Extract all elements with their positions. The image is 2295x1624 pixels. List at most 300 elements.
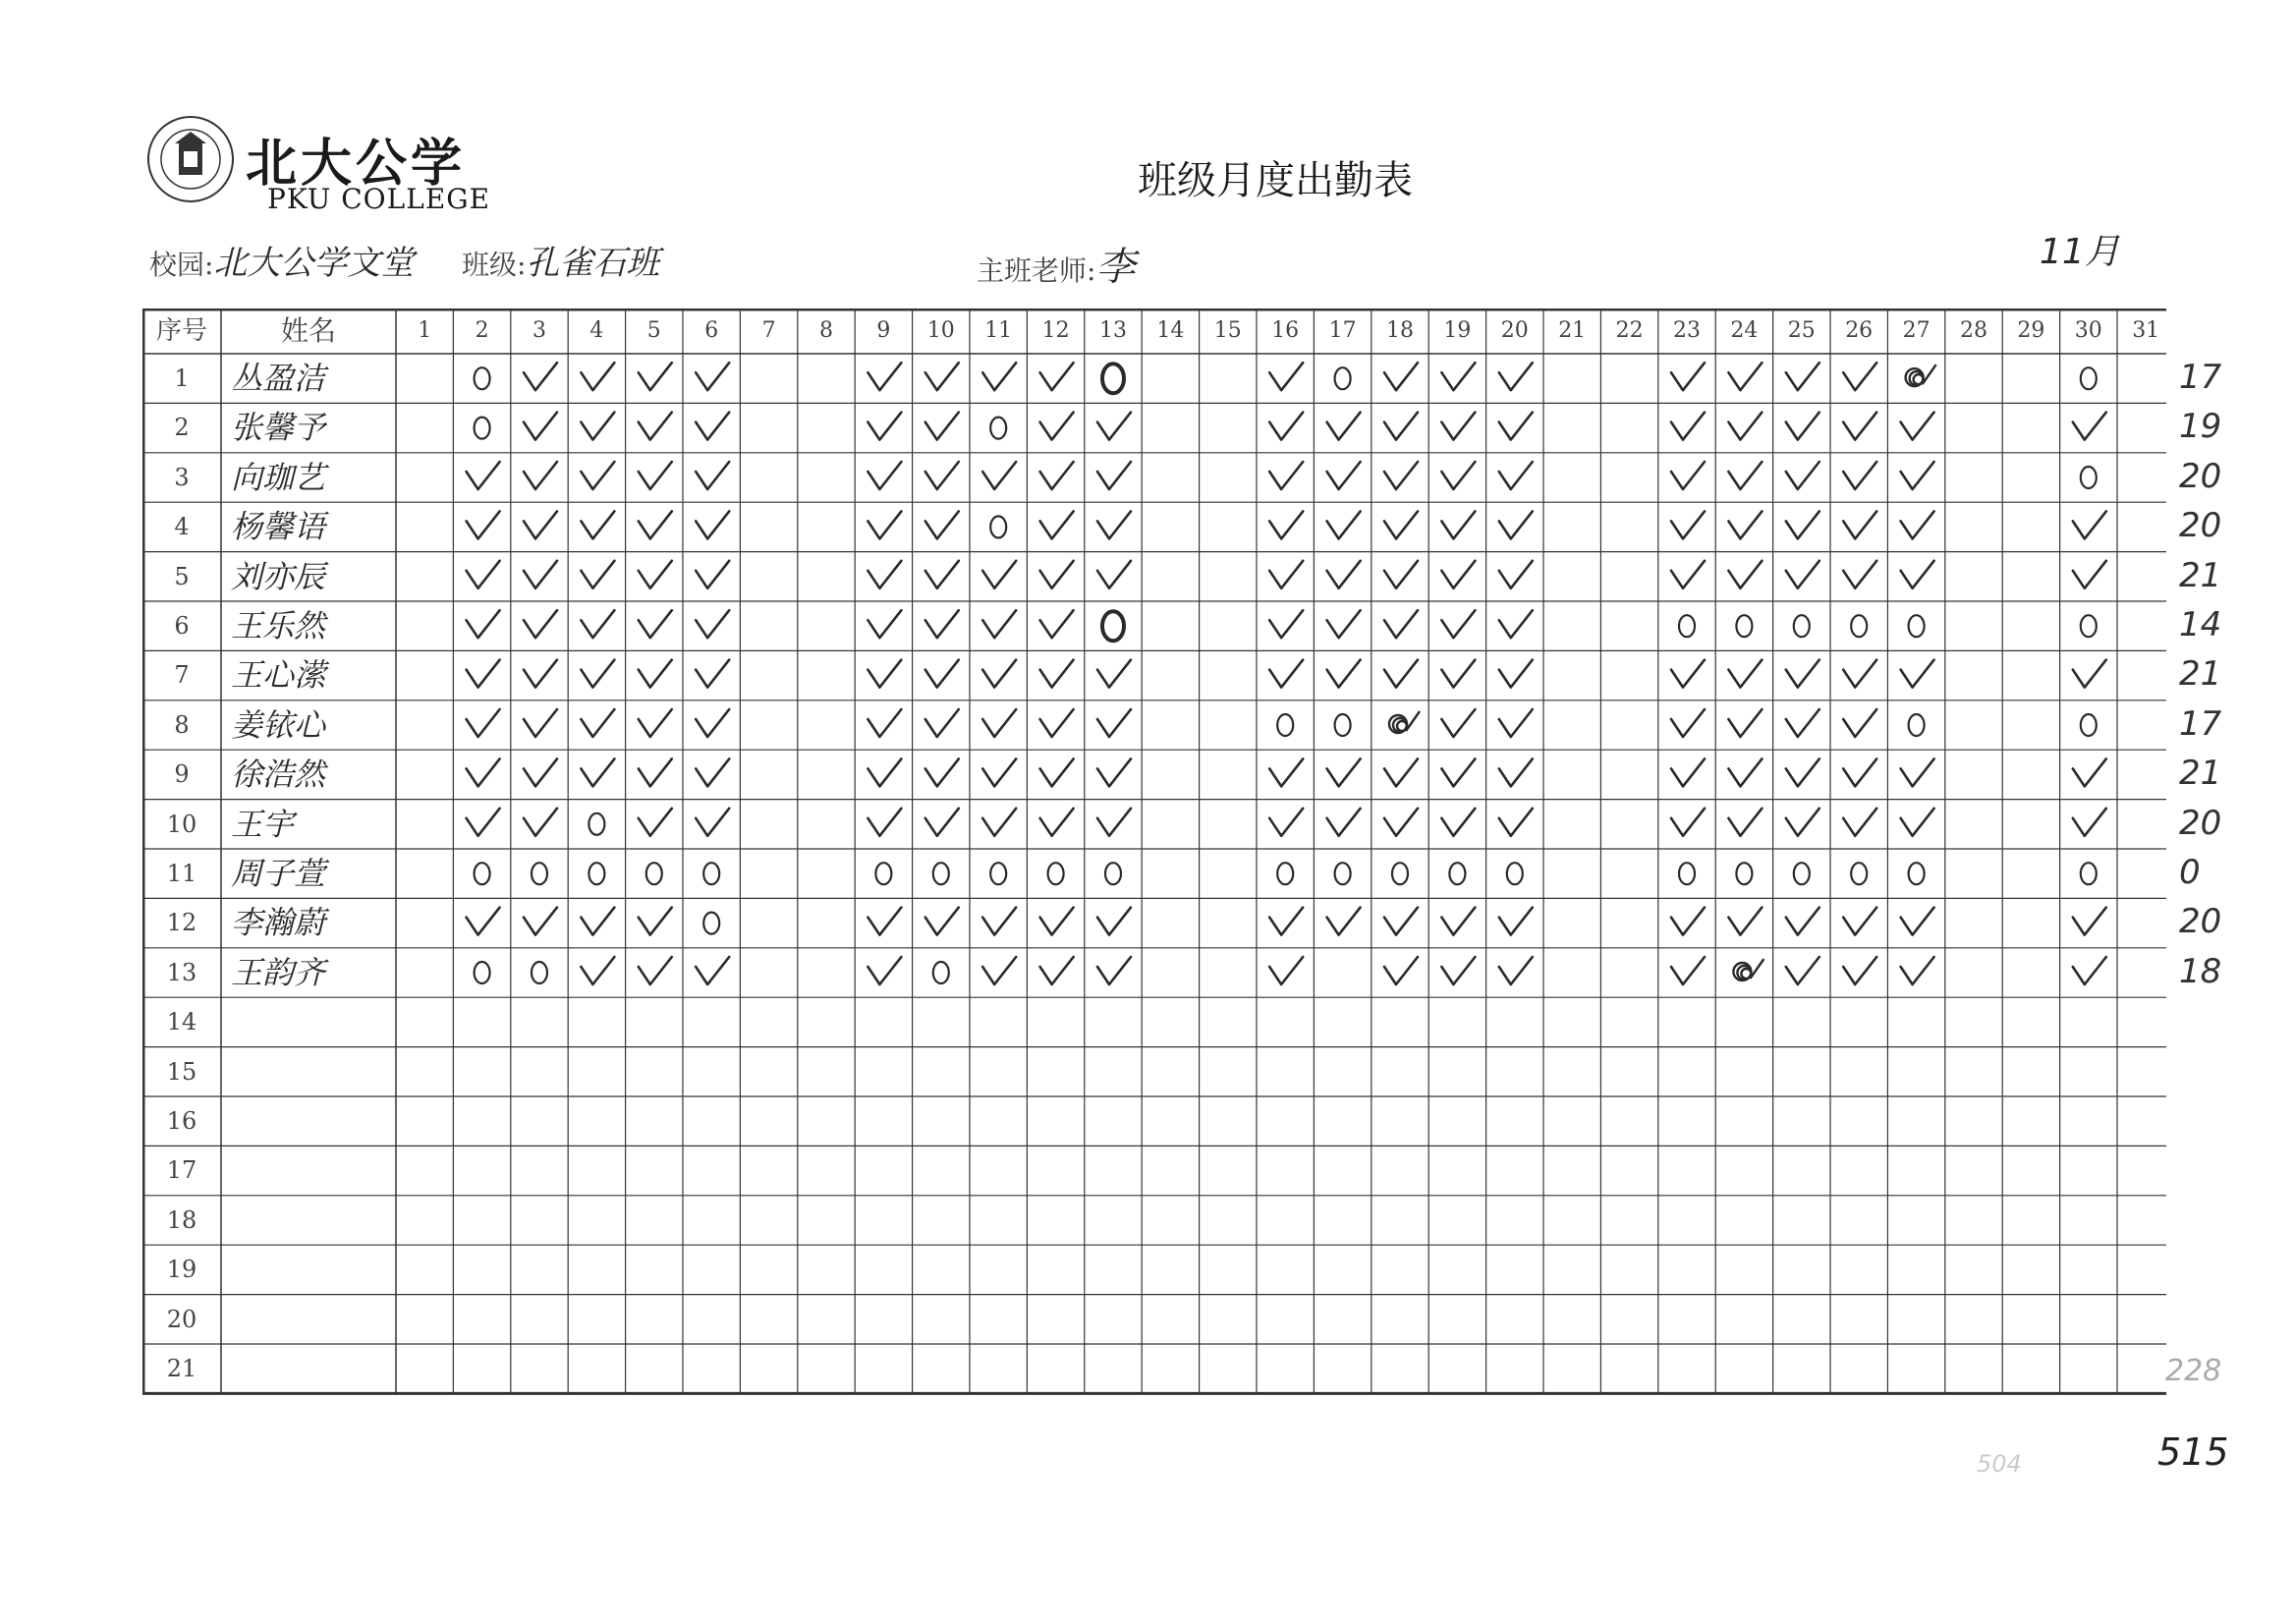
absent-circle-mark [990,418,1006,439]
present-check-mark [581,908,614,935]
header-day-18: 18 [1385,318,1414,343]
header-day-9: 9 [876,318,891,343]
absent-circle-mark [1277,714,1293,736]
present-check-mark [925,758,959,786]
present-check-mark [925,908,959,935]
row-number-1: 1 [174,364,190,392]
campus-field [149,236,414,284]
present-check-mark [1441,462,1475,489]
row-number-12: 12 [166,909,197,937]
absent-circle-mark [703,863,719,884]
present-check-mark [1728,709,1762,737]
present-check-mark [925,511,959,538]
present-check-mark [1843,908,1876,935]
present-check-mark [1384,511,1418,538]
present-check-mark [925,413,959,440]
absent-circle-mark [532,863,547,884]
present-check-mark [1499,709,1533,737]
student-total: 21 [2179,754,2222,794]
present-check-mark [1384,908,1418,935]
present-check-mark [524,660,557,688]
brand-name-cn: 北大公学 [246,134,467,194]
student-total: 20 [2179,456,2222,496]
header-day-13: 13 [1098,318,1127,343]
student-name: 杨馨语 [231,508,326,546]
present-check-mark [1786,709,1819,737]
present-check-mark [868,511,901,538]
header-day-27: 27 [1902,318,1931,343]
header-day-7: 7 [761,318,776,343]
present-check-mark [1671,660,1705,688]
present-check-mark [1901,462,1934,489]
present-check-mark [1327,413,1361,440]
present-check-mark [2073,660,2106,688]
present-check-mark [1040,908,1074,935]
class-value: 孔雀石班 [526,244,660,283]
absent-circle-mark [933,863,949,884]
absent-circle-mark [2081,615,2097,637]
header-day-8: 8 [818,318,833,343]
present-check-mark [1499,957,1533,984]
scribbled-mark [1733,959,1763,980]
absent-circle-mark [1679,863,1695,884]
present-check-mark [1499,413,1533,440]
present-check-mark [524,462,557,489]
header-day-3: 3 [532,318,546,343]
header-day-28: 28 [1959,318,1987,343]
present-check-mark [1097,809,1131,836]
present-check-mark [1097,660,1131,688]
header-day-26: 26 [1845,318,1874,343]
present-check-mark [2073,809,2106,836]
present-check-mark [639,610,672,638]
row-number-10: 10 [166,810,197,838]
present-check-mark [1441,413,1475,440]
present-check-mark [1671,809,1705,836]
present-check-mark [581,758,614,786]
header-day-21: 21 [1558,318,1587,343]
absent-circle-mark [990,516,1006,537]
present-check-mark [1384,809,1418,836]
present-check-mark [581,610,614,638]
present-check-mark [1671,363,1705,390]
present-check-mark [639,561,672,588]
header-day-30: 30 [2074,318,2102,343]
present-check-mark [1843,462,1876,489]
absent-circle-mark [1392,863,1408,884]
student-total: 19 [2179,407,2222,447]
present-check-mark [1040,561,1074,588]
row-number-16: 16 [166,1107,197,1135]
absent-circle-mark [532,962,547,983]
present-check-mark [1728,809,1762,836]
present-check-mark [1040,709,1074,737]
present-check-mark [1728,363,1762,390]
present-check-mark [1040,809,1074,836]
present-check-mark [1040,957,1074,984]
present-check-mark [467,511,500,538]
row-number-9: 9 [174,760,190,789]
row-number-11: 11 [166,860,197,887]
present-check-mark [1441,709,1475,737]
student-total: 18 [2179,951,2222,991]
header-day-1: 1 [418,318,432,343]
present-check-mark [696,957,729,984]
present-check-mark [2073,758,2106,786]
present-check-mark [1499,908,1533,935]
present-check-mark [1728,413,1762,440]
header-day-4: 4 [589,318,604,343]
present-check-mark [1671,957,1705,984]
header-day-31: 31 [2132,318,2160,343]
absent-circle-mark [875,863,891,884]
header-day-10: 10 [926,318,955,343]
header-index: 序号 [155,316,207,346]
present-check-mark [1384,957,1418,984]
present-check-mark [639,413,672,440]
present-check-mark [982,363,1016,390]
month-label: 11月 [2040,232,2120,272]
present-check-mark [1097,413,1131,440]
present-check-mark [2073,908,2106,935]
present-check-mark [524,363,557,390]
row-number-20: 20 [166,1305,197,1333]
present-check-mark [639,511,672,538]
present-check-mark [696,363,729,390]
present-check-mark [1441,660,1475,688]
present-check-mark [1269,758,1303,786]
header-day-5: 5 [646,318,661,343]
present-check-mark [1786,413,1819,440]
present-check-mark [1441,610,1475,638]
row-number-19: 19 [166,1256,197,1284]
present-check-mark [1499,363,1533,390]
present-check-mark [2073,561,2106,588]
present-check-mark [1384,660,1418,688]
present-check-mark [1327,511,1361,538]
present-check-mark [1441,758,1475,786]
present-check-mark [467,809,500,836]
absent-circle-mark [2081,467,2097,488]
pku-college-logo [145,114,236,204]
header-day-15: 15 [1213,318,1242,343]
absent-circle-mark [990,863,1006,884]
student-name: 李瀚蔚 [231,904,326,942]
present-check-mark [1499,660,1533,688]
absent-circle-mark [1335,714,1351,736]
absent-circle-mark [933,962,949,983]
present-check-mark [2073,957,2106,984]
row-number-15: 15 [166,1057,197,1086]
student-name: 丛盈洁 [231,360,326,397]
header-day-2: 2 [475,318,489,343]
present-check-mark [524,511,557,538]
present-check-mark [639,957,672,984]
present-check-mark [1901,957,1934,984]
present-check-mark [639,462,672,489]
present-check-mark [639,908,672,935]
present-check-mark [1097,709,1131,737]
student-total: 17 [2179,358,2222,397]
present-check-mark [1269,363,1303,390]
header-day-12: 12 [1041,318,1070,343]
teacher-value: 李 [1095,245,1136,290]
present-check-mark [524,561,557,588]
student-total: 20 [2179,902,2222,942]
header-day-20: 20 [1500,318,1529,343]
present-check-mark [1269,610,1303,638]
teacher-label: 主班老师: [977,254,1096,287]
student-total: 14 [2179,605,2222,644]
present-check-mark [982,462,1016,489]
present-check-mark [581,462,614,489]
present-check-mark [1786,462,1819,489]
present-check-mark [467,561,500,588]
absent-circle-mark [1335,863,1351,884]
present-check-mark [581,561,614,588]
student-name: 向珈艺 [231,458,326,496]
present-check-mark [1269,462,1303,489]
present-check-mark [982,561,1016,588]
student-total: 20 [2179,803,2222,843]
absent-circle-mark [588,863,604,884]
present-check-mark [868,363,901,390]
present-check-mark [2073,413,2106,440]
present-check-mark [1269,809,1303,836]
present-check-mark [1097,908,1131,935]
row-number-7: 7 [174,661,190,690]
absent-circle-mark [1105,863,1121,884]
present-check-mark [1040,660,1074,688]
present-check-mark [925,709,959,737]
present-check-mark [1040,462,1074,489]
present-check-mark [982,610,1016,638]
present-check-mark [982,908,1016,935]
class-label: 班级: [462,249,527,281]
present-check-mark [467,660,500,688]
present-check-mark [1384,363,1418,390]
present-check-mark [1040,363,1074,390]
header-day-6: 6 [704,318,719,343]
scribbled-mark [1906,364,1936,386]
present-check-mark [1441,511,1475,538]
present-check-mark [1097,957,1131,984]
row-number-8: 8 [174,710,190,739]
present-check-mark [639,709,672,737]
present-check-mark [925,610,959,638]
header-day-16: 16 [1271,318,1300,343]
present-check-mark [1097,511,1131,538]
present-check-mark [1901,511,1934,538]
present-check-mark [1097,462,1131,489]
present-check-mark [1384,413,1418,440]
absent-circle-mark [1794,863,1810,884]
brand-name-en: PKU COLLEGE [267,183,491,215]
absent-circle-mark [703,913,719,934]
present-check-mark [1901,809,1934,836]
present-check-mark [1499,462,1533,489]
present-check-mark [982,758,1016,786]
present-check-mark [1671,462,1705,489]
present-check-mark [696,511,729,538]
present-check-mark [696,660,729,688]
present-check-mark [1901,413,1934,440]
present-check-mark [925,660,959,688]
student-name: 王宇 [231,805,295,843]
present-check-mark [639,660,672,688]
present-check-mark [982,809,1016,836]
present-check-mark [1269,561,1303,588]
teacher-field [977,236,1135,292]
absent-circle-mark [475,863,490,884]
present-check-mark [1843,709,1876,737]
student-name: 周子萱 [231,855,326,892]
present-check-mark [925,363,959,390]
present-check-mark [925,561,959,588]
present-check-mark [2073,511,2106,538]
present-check-mark [1728,758,1762,786]
present-check-mark [1269,413,1303,440]
row-number-2: 2 [174,414,190,442]
header-day-23: 23 [1672,318,1701,343]
present-check-mark [1786,957,1819,984]
header-day-24: 24 [1730,318,1759,343]
present-check-mark [1728,660,1762,688]
present-check-mark [868,709,901,737]
absent-circle-mark [1851,863,1867,884]
present-check-mark [1327,809,1361,836]
absent-circle-mark [1851,615,1867,637]
present-check-mark [1728,462,1762,489]
present-check-mark [1441,957,1475,984]
present-check-mark [1843,561,1876,588]
present-check-mark [524,413,557,440]
present-check-mark [1671,413,1705,440]
present-check-mark [1327,908,1361,935]
row-number-17: 17 [166,1156,197,1185]
present-check-mark [1499,610,1533,638]
present-check-mark [1441,809,1475,836]
scribbled-mark [1389,711,1420,733]
present-check-mark [467,908,500,935]
present-check-mark [1843,809,1876,836]
present-check-mark [1040,758,1074,786]
present-check-mark [1901,561,1934,588]
present-check-mark [982,957,1016,984]
footer-faint-note: 504 [1977,1450,2022,1478]
present-check-mark [1671,709,1705,737]
absent-circle-mark [2081,714,2097,736]
present-check-mark [467,758,500,786]
header-day-14: 14 [1156,318,1185,343]
absent-circle-mark [1449,863,1465,884]
present-check-mark [925,809,959,836]
student-name: 刘亦辰 [231,557,326,595]
absent-circle-mark [1507,863,1523,884]
scribble-stroke [1406,711,1420,731]
header-day-11: 11 [984,318,1013,343]
present-check-mark [1786,660,1819,688]
present-check-mark [868,758,901,786]
scribble-stroke [1923,364,1936,384]
present-check-mark [1901,908,1934,935]
row-number-5: 5 [174,562,190,590]
row-number-13: 13 [166,958,197,986]
present-check-mark [1327,660,1361,688]
present-check-mark [1671,561,1705,588]
absent-circle-mark [475,367,490,389]
present-check-mark [1441,561,1475,588]
present-check-mark [581,413,614,440]
present-check-mark [868,610,901,638]
student-name: 徐浩然 [231,756,326,794]
present-check-mark [1269,511,1303,538]
present-check-mark [1786,758,1819,786]
present-check-mark [1269,908,1303,935]
present-check-mark [696,413,729,440]
absent-circle-mark [646,863,662,884]
present-check-mark [696,709,729,737]
present-check-mark [581,511,614,538]
present-check-mark [925,462,959,489]
scribble-stroke [1914,374,1924,384]
present-check-mark [696,462,729,489]
present-check-mark [524,709,557,737]
present-check-mark [1671,511,1705,538]
student-total: 21 [2179,654,2222,695]
absent-circle-mark [588,813,604,835]
present-check-mark [1097,561,1131,588]
present-check-mark [1384,758,1418,786]
present-check-mark [1843,957,1876,984]
attendance-marks [142,308,2174,1393]
class-field [462,236,659,284]
row-number-4: 4 [174,513,190,541]
present-check-mark [524,908,557,935]
row-number-6: 6 [174,612,190,640]
absent-circle-mark [1335,367,1351,389]
present-check-mark [1499,561,1533,588]
present-check-mark [1843,758,1876,786]
present-check-mark [639,363,672,390]
student-total: 21 [2179,555,2222,595]
page-title: 班级月度出勤表 [1138,158,1413,203]
absent-circle-mark [1736,863,1752,884]
present-check-mark [1786,363,1819,390]
absent-circle-mark [1736,615,1752,637]
header-day-17: 17 [1328,318,1357,343]
present-check-mark [982,709,1016,737]
present-check-mark [581,709,614,737]
present-check-mark [1040,610,1074,638]
present-check-mark [1671,758,1705,786]
absent-circle-mark [1794,615,1810,637]
header-day-19: 19 [1443,318,1472,343]
present-check-mark [581,363,614,390]
absent-circle-mark [2081,863,2097,884]
present-check-mark [639,809,672,836]
present-check-mark [467,610,500,638]
student-name: 张馨予 [231,409,326,447]
present-check-mark [868,462,901,489]
present-check-mark [639,758,672,786]
present-check-mark [1040,413,1074,440]
present-check-mark [1786,561,1819,588]
student-total: 0 [2179,853,2201,892]
absent-circle-mark [1909,714,1925,736]
present-check-mark [1384,462,1418,489]
absent-circle-mark [1909,615,1925,637]
